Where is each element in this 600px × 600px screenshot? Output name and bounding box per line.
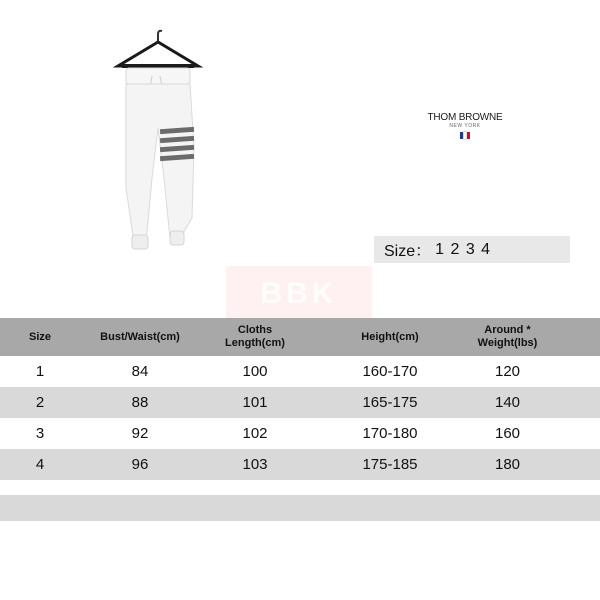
cell-size: 4	[35, 456, 45, 473]
table-row	[0, 387, 600, 418]
header-size: Size	[28, 330, 51, 343]
header-weight: Around * Weight(lbs)	[477, 324, 538, 349]
header-bust-waist: Bust/Waist(cm)	[100, 330, 180, 343]
flag-icon	[420, 132, 510, 139]
brand-logo	[420, 112, 510, 139]
cell-bust-waist: 96	[131, 456, 149, 473]
cell-size: 1	[35, 363, 45, 380]
table-row	[0, 356, 600, 387]
brand-name: THOM BROWNE	[427, 112, 503, 123]
watermark: BBK	[226, 266, 372, 322]
cell-size: 3	[35, 425, 45, 442]
cell-weight: 180	[494, 456, 521, 473]
brand-city: NEW YORK	[449, 123, 481, 129]
size-label: Size：	[384, 243, 432, 260]
cell-length: 100	[242, 363, 268, 380]
cell-length: 102	[242, 425, 268, 442]
size-chart-table	[0, 318, 600, 480]
size-values: 1 2 3 4	[435, 240, 492, 258]
table-row	[0, 449, 600, 480]
header-length: Cloths Length(cm)	[225, 324, 285, 349]
cell-weight: 160	[494, 425, 521, 442]
size-banner	[374, 236, 570, 263]
cell-weight: 120	[494, 363, 521, 380]
cell-height: 170-180	[362, 425, 418, 442]
cell-bust-waist: 92	[131, 425, 149, 442]
cell-height: 160-170	[362, 363, 418, 380]
cell-bust-waist: 88	[131, 394, 149, 411]
product-image-pants	[108, 28, 208, 270]
cell-weight: 140	[494, 394, 521, 411]
table-row	[0, 418, 600, 449]
cell-height: 165-175	[362, 394, 418, 411]
table-header-row	[0, 318, 600, 356]
cell-bust-waist: 84	[131, 363, 149, 380]
header-height: Height(cm)	[361, 330, 419, 343]
cell-height: 175-185	[362, 456, 418, 473]
cell-length: 103	[242, 456, 268, 473]
cell-length: 101	[242, 394, 268, 411]
footer-bar	[0, 495, 600, 521]
cell-size: 2	[35, 394, 45, 411]
